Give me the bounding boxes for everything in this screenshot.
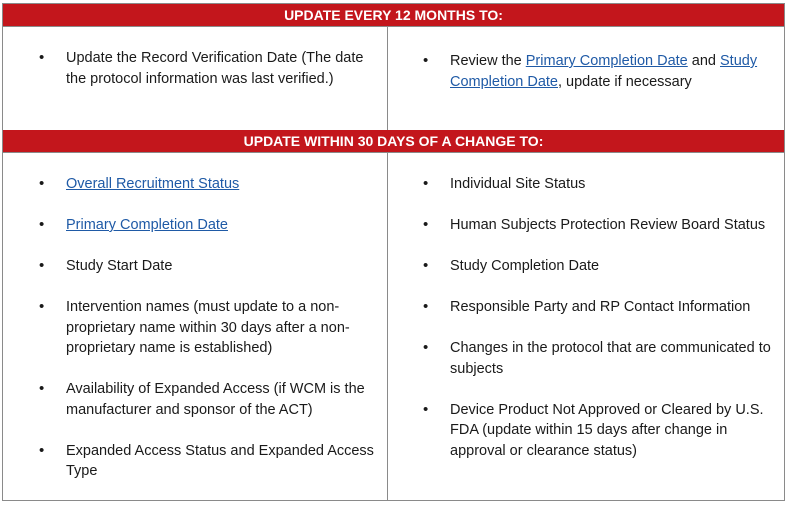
list-item: • Changes in the protocol that are communicated to subjects [450,338,780,379]
list-item: • Responsible Party and RP Contact Information [450,297,780,318]
list-item: • Availability of Expanded Access (if WCM is the manufacturer and sponsor of the ACT) [66,379,384,420]
list-item: • Update the Record Verification Date (The date the protocol information was last verified.) [66,48,366,89]
list-item: • Device Product Not Approved or Cleared by U.S. FDA (update within 15 days after change in approval or clearance status) [450,400,780,462]
section1-left-cell [66,48,366,89]
column-divider [387,153,388,501]
requirements-table [2,3,785,501]
section-header-12-months: UPDATE EVERY 12 MONTHS TO: [3,4,784,27]
overall-recruitment-status-link[interactable]: Overall Recruitment Status [66,176,240,192]
list-item: • Study Start Date [66,256,384,277]
primary-completion-date-link[interactable]: Primary Completion Date [525,53,688,69]
list-item: • Expanded Access Status and Expanded Access Type [66,441,384,482]
section-header-30-days: UPDATE WITHIN 30 DAYS OF A CHANGE TO: [3,130,784,153]
list-item: • Study Completion Date [450,256,780,277]
section1-right-cell [450,51,780,92]
section2-right-cell [450,174,780,461]
review-middle: and [687,53,720,69]
review-prefix: Review the [450,53,526,69]
list-item [450,51,780,92]
primary-completion-date-link[interactable]: Primary Completion Date [66,217,228,233]
list-item: • Intervention names (must update to a non-proprietary name within 30 days after a non-proprietary name is established) [66,297,384,359]
study-completion-date-link[interactable]: Study Completion Date [450,53,758,90]
list-item [66,215,384,236]
list-item: • Individual Site Status [450,174,780,195]
list-item [66,174,384,195]
column-divider [387,27,388,130]
review-suffix: , update if necessary [558,73,692,90]
section2-left-cell [66,174,384,482]
list-item: • Human Subjects Protection Review Board Status [450,215,780,236]
